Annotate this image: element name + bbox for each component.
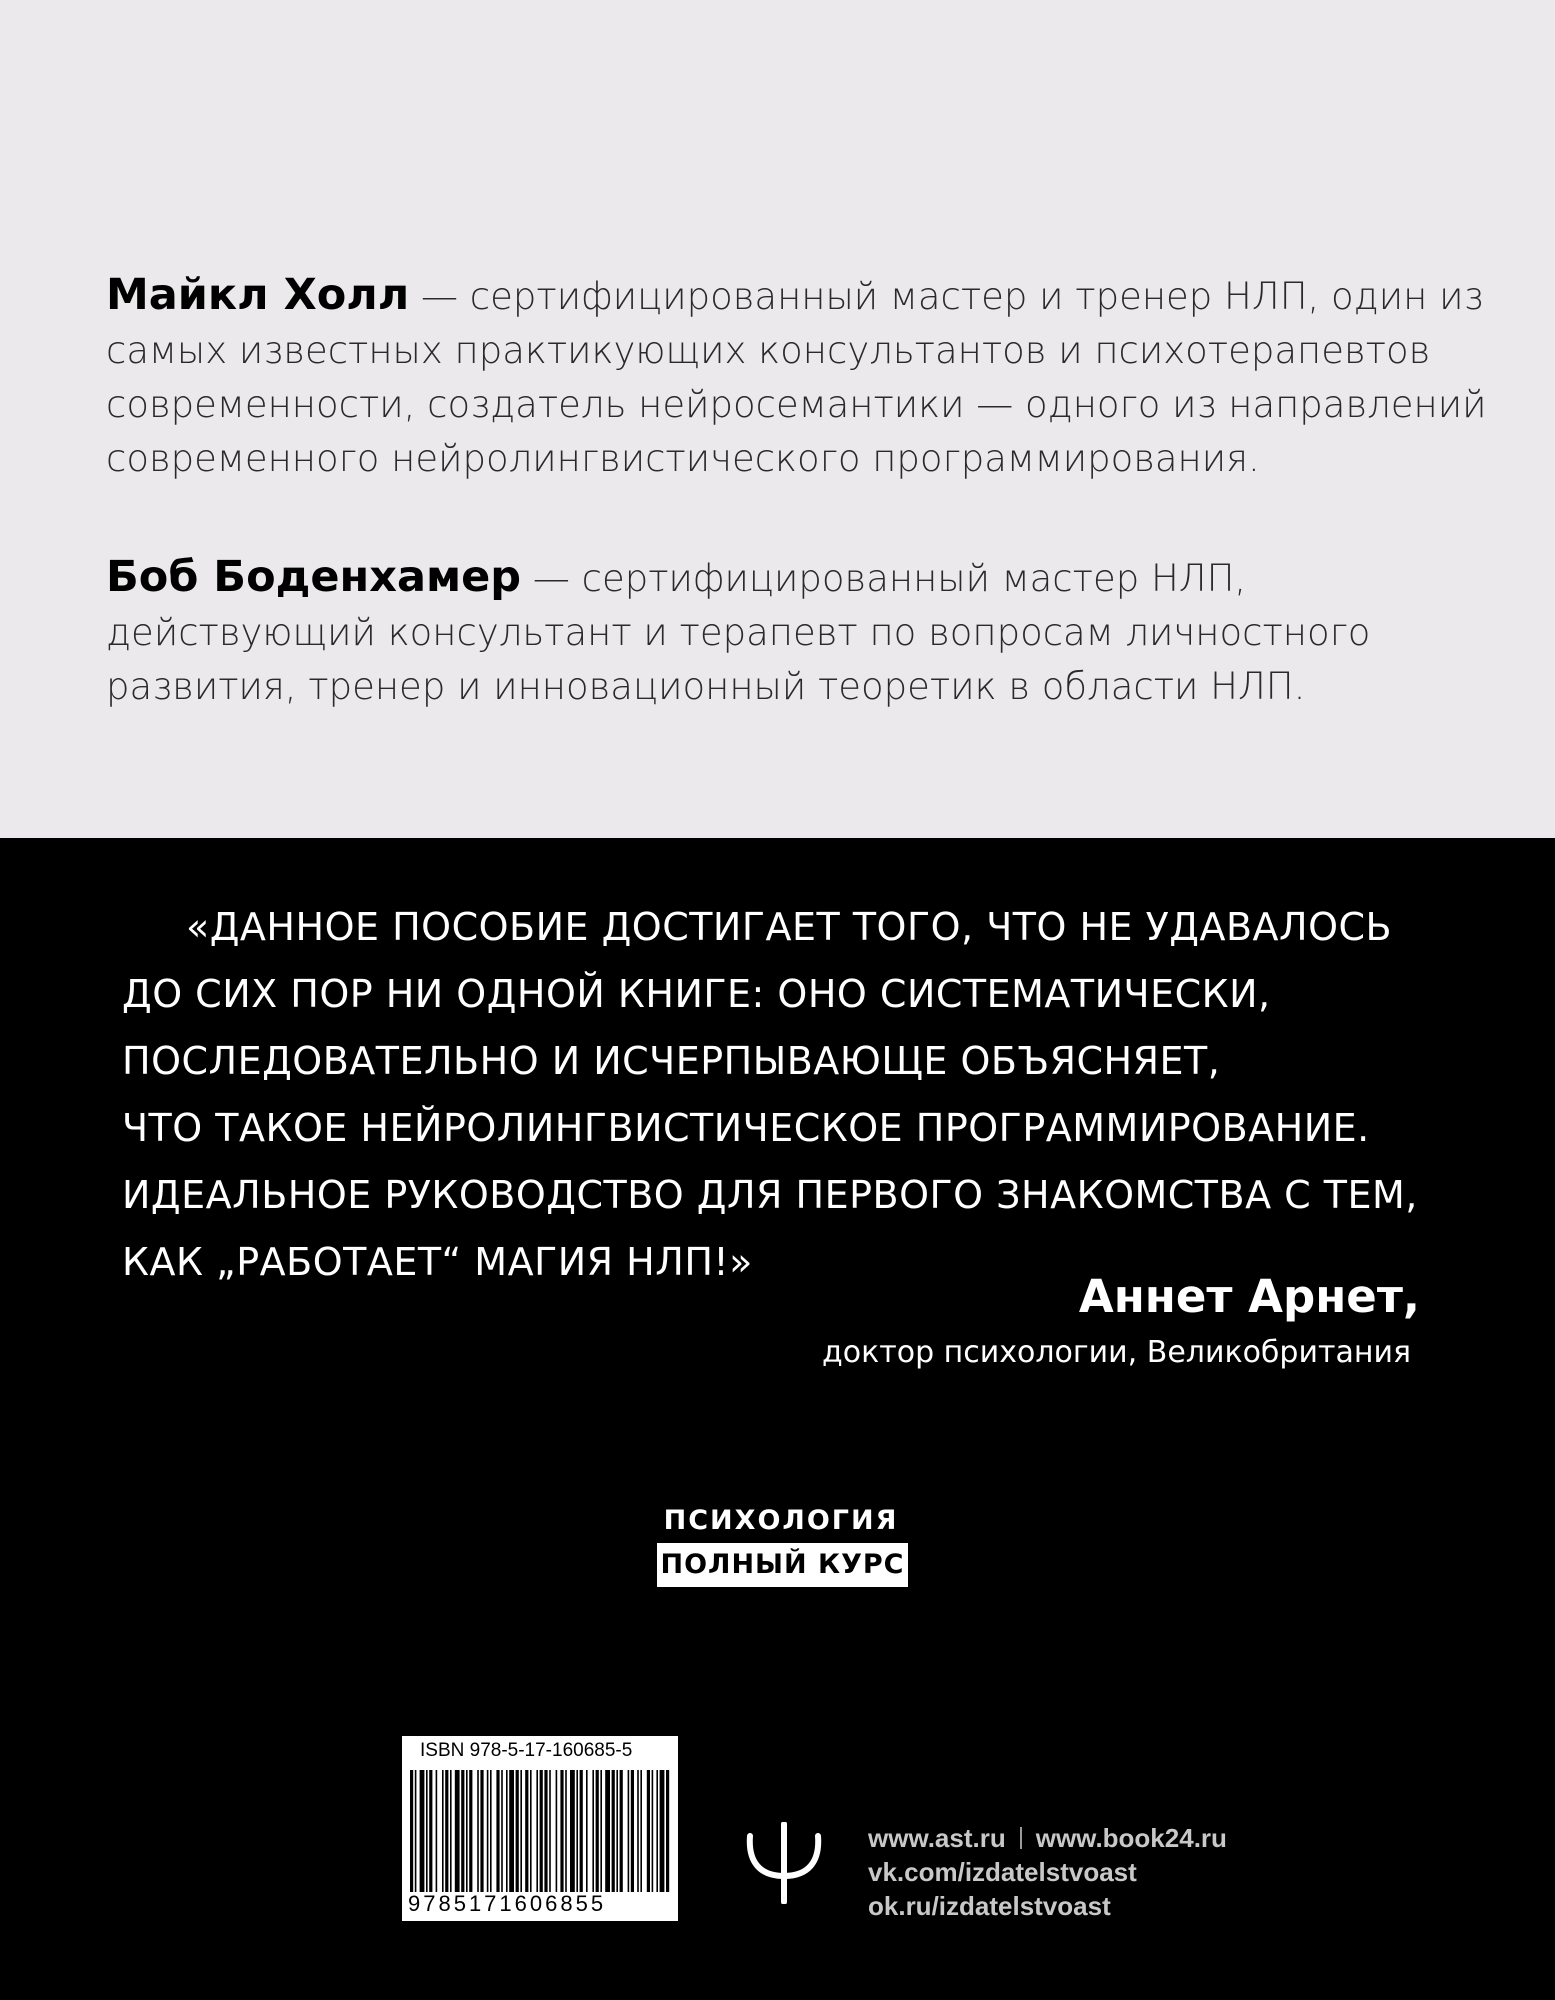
barcode-digits: 9785171606855 [408,1891,607,1916]
publisher-links [868,1821,1227,1923]
publisher-logo-icon [744,1822,824,1904]
quote-line: ИДЕАЛЬНОЕ РУКОВОДСТВО ДЛЯ ПЕРВОГО ЗНАКОМСТВА С ТЕМ, [122,1173,1418,1217]
link-ast[interactable]: www.ast.ru [868,1823,1006,1853]
link-ok[interactable]: ok.ru/izdatelstvoast [868,1891,1111,1921]
barcode-bars-icon [410,1770,670,1892]
divider [1020,1827,1022,1849]
author-bio-hall [106,268,1506,486]
quote-line: ДО СИХ ПОР НИ ОДНОЙ КНИГЕ: ОНО СИСТЕМАТИЧЕСКИ, [122,972,1271,1016]
link-book24[interactable]: www.book24.ru [1035,1823,1227,1853]
isbn-number: ISBN 978-5-17-160685-5 [420,1740,633,1761]
series-badge: ПОЛНЫЙ КУРС [657,1543,908,1587]
barcode [402,1736,678,1921]
quote-author: Аннет Арнет, [1078,1270,1420,1323]
quote-line: ЧТО ТАКОЕ НЕЙРОЛИНГВИСТИЧЕСКОЕ ПРОГРАММИРОВАНИЕ. [122,1106,1370,1150]
review-quote [122,894,1422,1296]
quote-line: «ДАННОЕ ПОСОБИЕ ДОСТИГАЕТ ТОГО, ЧТО НЕ УДАВАЛОСЬ [186,905,1393,949]
link-vk[interactable]: vk.com/izdatelstvoast [868,1857,1137,1887]
quote-line: ПОСЛЕДОВАТЕЛЬНО И ИСЧЕРПЫВАЮЩЕ ОБЪЯСНЯЕТ, [122,1039,1221,1083]
author-bio-bodenhamer-text: — сертифицированный мастер НЛП, действующий консультант и терапевт по вопросам личностного развития, тренер и инновационный теоретик в области НЛП. [106,557,1371,708]
author-bio-bodenhamer [106,550,1506,714]
series-label: ПСИХОЛОГИЯ [663,1505,899,1536]
quote-author-title: доктор психологии, Великобритания [822,1335,1411,1370]
top-panel [0,0,1555,838]
author-name-bodenhamer: Боб Боденхамер [106,552,522,602]
quote-line: КАК „РАБОТАЕТ“ МАГИЯ НЛП!» [122,1240,753,1284]
author-bio-hall-text: — сертифицированный мастер и тренер НЛП, один из самых известных практикующих консультантов и психотерапевтов современности, создатель нейросемантики — одного из направлений современного нейролингвистического программирования. [106,275,1487,480]
author-name-hall: Майкл Холл [106,270,410,320]
